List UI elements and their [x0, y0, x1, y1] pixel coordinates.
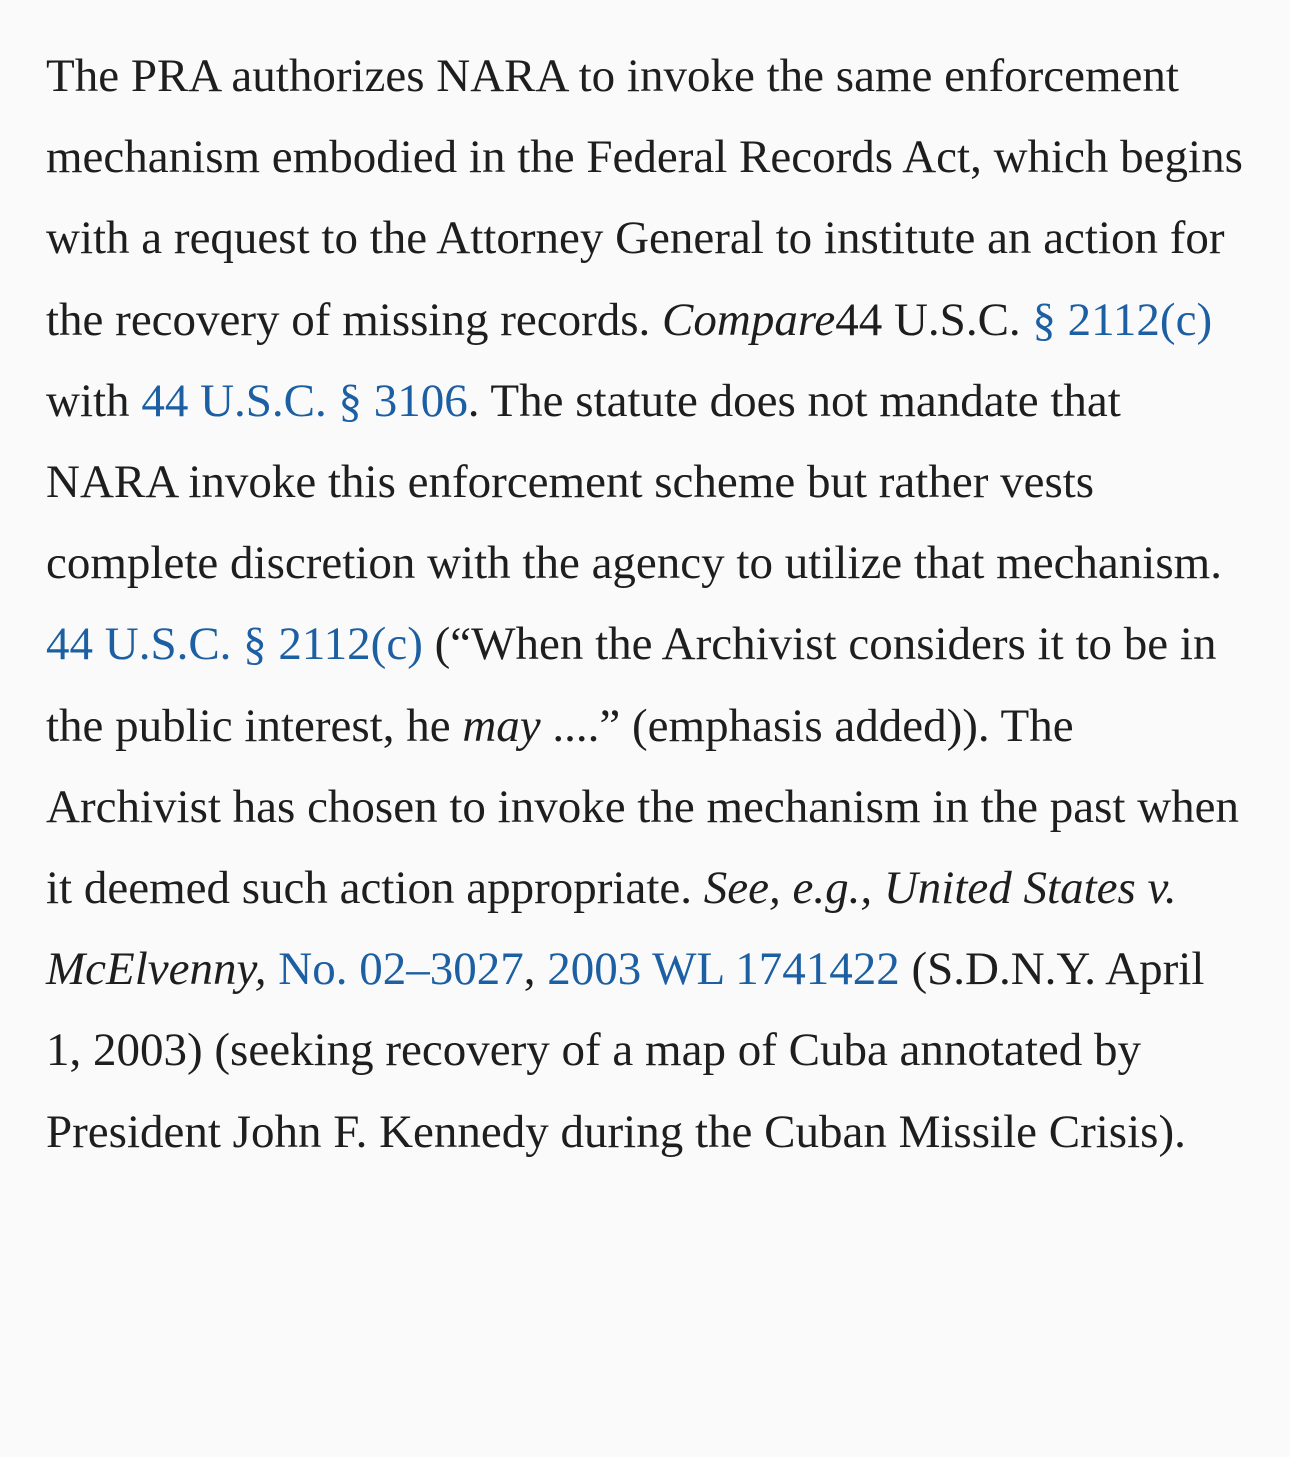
compare-signal: Compare	[662, 293, 836, 346]
paragraph-text: with	[46, 374, 142, 427]
paragraph-text: ....” (emphasis added)). The Archivist has chosen to invoke the mechanism in the past when it deemed such action appropriate.	[46, 699, 1240, 915]
paragraph-text: . The statute does not mandate that NARA invoke this enforcement scheme but rather vests complete discretion with the agency to utilize that mechanism.	[46, 374, 1222, 590]
paragraph-text: ,	[523, 943, 548, 996]
citation-link-2112c[interactable]: § 2112(c)	[1032, 293, 1213, 346]
paragraph-text: The PRA authorizes NARA to invoke the same enforcement mechanism embodied in the Federal Records Act, which begins with a request to the Attorney General to institute an action for the recovery of missing records.	[46, 50, 1243, 346]
paragraph-text	[872, 862, 884, 914]
emphasis-may: may	[462, 699, 541, 752]
case-name: United States v. McElvenny,	[46, 862, 1177, 996]
opinion-paragraph	[46, 36, 1250, 1173]
see-eg-signal: See, e.g.,	[703, 862, 873, 915]
paragraph-text: (S.D.N.Y. April 1, 2003) (seeking recovery of a map of Cuba annotated by President John F. Kennedy during the Cuban Missile Crisis).	[46, 943, 1205, 1158]
citation-link-westlaw[interactable]: 2003 WL 1741422	[547, 943, 900, 996]
paragraph-text	[267, 943, 279, 995]
paragraph-text: (“When the Archivist considers it to be in the public interest, he	[46, 618, 1217, 752]
citation-link-docket[interactable]: No. 02–3027	[278, 943, 524, 996]
paragraph-text: 44 U.S.C.	[835, 293, 1033, 346]
citation-link-2112c-second[interactable]: 44 U.S.C. § 2112(c)	[46, 618, 423, 671]
citation-link-3106[interactable]: 44 U.S.C. § 3106	[141, 374, 468, 427]
